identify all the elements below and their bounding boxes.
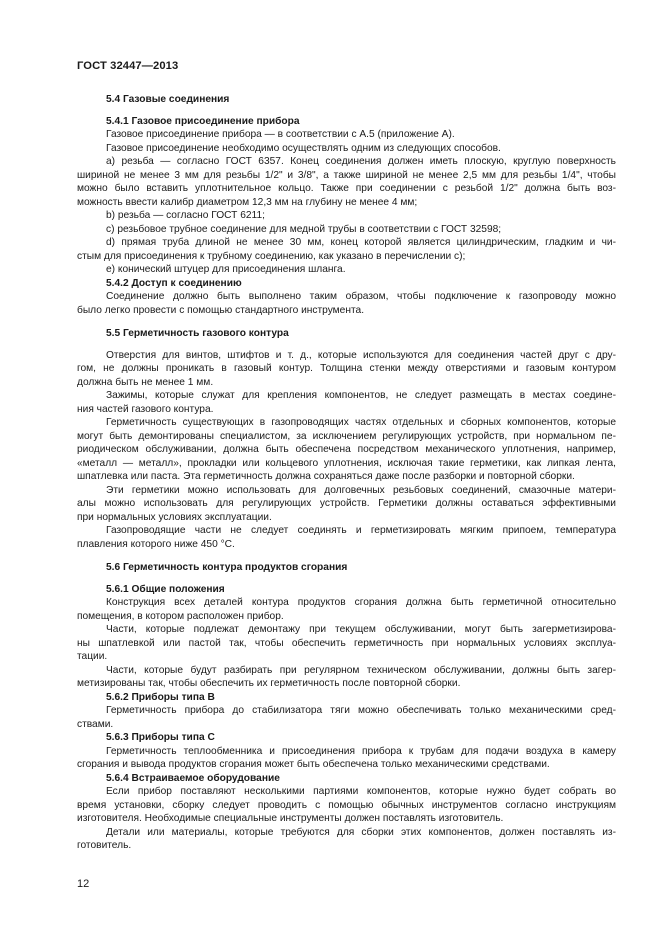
paragraph-line: Части, которые будут разбирать при регулярном техническом обслуживании, должны быть загер-: [106, 664, 616, 676]
list-item: стым для присоединения к трубному соединению, как указано в перечислении с);: [77, 250, 466, 262]
paragraph-line: готовитель.: [77, 840, 132, 851]
subsection-heading: 5.6.4 Встраиваемое оборудование: [106, 772, 280, 784]
paragraph-line: алы можно использовать для регулирующих устройств. Герметики должны оставаться эффективными: [77, 498, 616, 509]
paragraph-line: было легко провести с помощью стандартного инструмента.: [77, 304, 365, 316]
paragraph-line: ния частей газового контура.: [77, 403, 214, 415]
paragraph-line: Герметичность прибора до стабилизатора тяги можно обеспечивать только механическими сред-: [106, 705, 616, 716]
paragraph-line: Газовое присоединение прибора — в соответствии с А.5 (приложение А).: [106, 129, 455, 140]
paragraph-line: «металл — металл», прокладки или кольцевого уплотнения, исключая такие герметики, как липкая лента,: [77, 457, 616, 469]
paragraph-line: Герметичность существующих в газопроводящих частях отдельных и сборных компонентов, которые: [106, 417, 616, 428]
paragraph-line: метизированы так, чтобы обеспечить их герметичность после повторной сборки.: [77, 678, 461, 689]
list-item: b) резьба — согласно ГОСТ 6211;: [106, 210, 265, 221]
paragraph-line: могут быть демонтированы специалистом, за исключением регулирующих устройств, при нормальном пе-: [77, 430, 616, 442]
paragraph-line: время установки, сборку следует проводить с помощью обычных инструментов согласно инструкциям: [77, 799, 616, 811]
paragraph-line: изготовителя. Необходимые специальные инструменты должен поставлять изготовитель.: [77, 813, 504, 824]
paragraph-line: Эти герметики можно использовать для долговечных резьбовых соединений, смазочные матери-: [106, 484, 616, 496]
page-number: 12: [77, 878, 90, 890]
subsection-heading: 5.6.3 Приборы типа C: [106, 732, 215, 743]
paragraph-line: риодическом обслуживании, должна быть обеспечена посредством механического уплотнения, например,: [77, 444, 616, 455]
paragraph-line: гом, не должны проникать в газовый контур. Толщина стенки между отверстиями и газовым контуром: [77, 363, 616, 374]
paragraph-line: ствами.: [77, 718, 114, 730]
paragraph-line: ны шпатлевкой или пастой так, чтобы обеспечить герметичность при нормальных условиях эксплуа-: [77, 637, 616, 649]
document-header: ГОСТ 32447—2013: [77, 60, 179, 72]
paragraph-line: должна быть не менее 1 мм.: [77, 376, 214, 388]
paragraph-line: шириной не менее 3 мм для резьбы 1/2" и 3/8", а также шириной не менее 2,5 мм для резьбы 1/4", чтобы: [77, 169, 616, 181]
paragraph-line: Газовое присоединение необходимо осуществлять одним из следующих способов.: [106, 142, 501, 154]
subsection-heading: 5.4.2 Доступ к соединению: [106, 277, 242, 289]
paragraph-line: тации.: [77, 651, 108, 662]
paragraph-line: a) резьба — согласно ГОСТ 6357. Конец соединения должен иметь плоскую, круглую поверхность: [106, 156, 616, 167]
paragraph-line: Зажимы, которые служат для крепления компонентов, не следует размещать в местах соедине-: [106, 390, 616, 401]
paragraph-line: Герметичность теплообменника и присоединения прибора к трубам для подачи воздуха в камеру: [106, 745, 616, 757]
section-heading: 5.4 Газовые соединения: [106, 94, 230, 105]
paragraph-line: Соединение должно быть выполнено таким образом, чтобы подключение к газопроводу можно: [106, 291, 616, 302]
paragraph-line: Если прибор поставляют несколькими партиями компонентов, которые нужно будет собрать во: [106, 786, 616, 797]
paragraph-line: можность ввести калибр диаметром 12,3 мм на глубину не менее 4 мм;: [77, 196, 418, 208]
document-body: [77, 93, 616, 853]
paragraph-line: сгорания и вывода продуктов сгорания может быть обеспечена только механическими средствами.: [77, 759, 550, 770]
section-heading: 5.6 Герметичность контура продуктов сгорания: [106, 562, 348, 573]
list-item: c) резьбовое трубное соединение для медной трубы в соответствии с ГОСТ 32598;: [106, 223, 502, 235]
paragraph-line: Конструкция всех деталей контура продуктов сгорания должна быть герметичной относительно: [106, 597, 616, 608]
subsection-heading: 5.4.1 Газовое присоединение прибора: [106, 115, 300, 127]
subsection-heading: 5.6.1 Общие положения: [106, 583, 225, 595]
paragraph-line: Части, которые подлежат демонтажу при текущем обслуживании, могут быть загерметизирова-: [106, 624, 616, 635]
subsection-heading: 5.6.2 Приборы типа B: [106, 691, 215, 703]
paragraph-line: можно было вставить уплотнительное кольцо. Также при соединении с резьбой 1/2" должна быть воз-: [77, 183, 616, 194]
paragraph-line: помещения, в котором расположен прибор.: [77, 610, 284, 622]
paragraph-line: Отверстия для винтов, штифтов и т. д., которые используются для соединения частей друг с дру-: [106, 349, 616, 361]
paragraph-line: Газопроводящие части не следует соединять и герметизировать мягким припоем, температура: [106, 525, 616, 536]
section-heading: 5.5 Герметичность газового контура: [106, 328, 289, 339]
paragraph-line: плавления которого ниже 450 °C.: [77, 538, 235, 550]
list-item: d) прямая труба длиной не менее 30 мм, конец которой является цилиндрическим, гладким и чи-: [106, 237, 616, 248]
paragraph-line: Детали или материалы, которые требуются для сборки этих компонентов, должен поставлять из-: [106, 826, 616, 838]
paragraph-line: шпатлевка или паста. Эта герметичность должна сохраняться даже после разборки и повторной сборки.: [77, 471, 575, 482]
list-item: e) конический штуцер для присоединения шланга.: [106, 264, 346, 275]
paragraph-line: при нормальных условиях эксплуатации.: [77, 511, 272, 523]
